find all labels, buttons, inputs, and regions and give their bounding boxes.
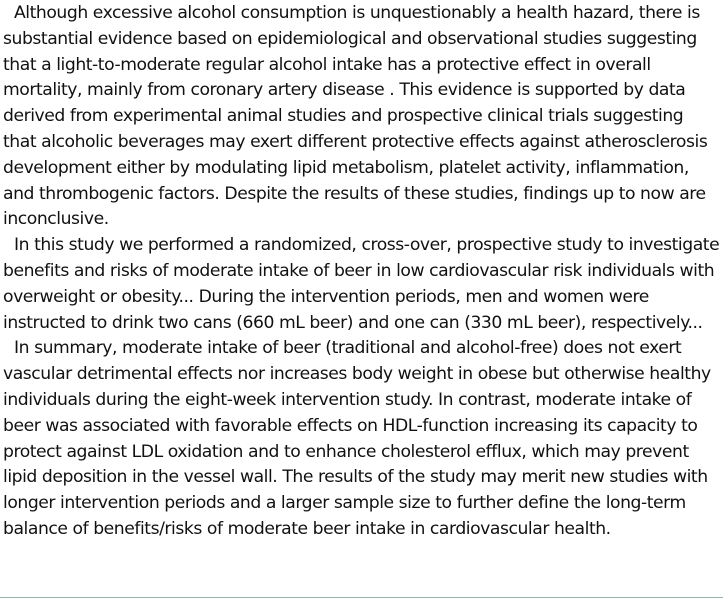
paragraph-intro: Although excessive alcohol consumption is unquestionably a health hazard, there is substantial evidence based on epidemiological and observational studies suggesting that a light-to-moderate regular alcohol intake has a protective effect in overall mortality, mainly from coronary artery disease . This evidence is supported by data derived from experimental animal studies and prospective clinical trials suggesting that alcoholic beverages may exert different protective effects against atherosclerosis development either by modulating lipid metabolism, platelet activity, inflammation, and thrombogenic factors. Despite the results of these studies, findings up to now are inconclusive.	[3, 3, 708, 230]
bottom-divider	[0, 597, 723, 598]
paragraph-summary: In summary, moderate intake of beer (traditional and alcohol-free) does not exert vascular detrimental effects nor increases body weight in obese but otherwise healthy individuals during the eight-week intervention study. In contrast, moderate intake of beer was associated with favorable effects on HDL-function increasing its capacity to protect against LDL oxidation and to enhance cholesterol efflux, which may prevent lipid deposition in the vessel wall. The results of the study may merit new studies with longer intervention periods and a larger sample size to further define the long-term balance of benefits/risks of moderate beer intake in cardiovascular health.	[3, 338, 711, 539]
document-body	[3, 1, 721, 543]
paragraph-study-design: In this study we performed a randomized, cross-over, prospective study to investigate benefits and risks of moderate intake of beer in low cardiovascular risk individuals with overweight or obesity... During the intervention periods, men and women were instructed to drink two cans (660 mL beer) and one can (330 mL beer), respectively...	[3, 235, 720, 333]
